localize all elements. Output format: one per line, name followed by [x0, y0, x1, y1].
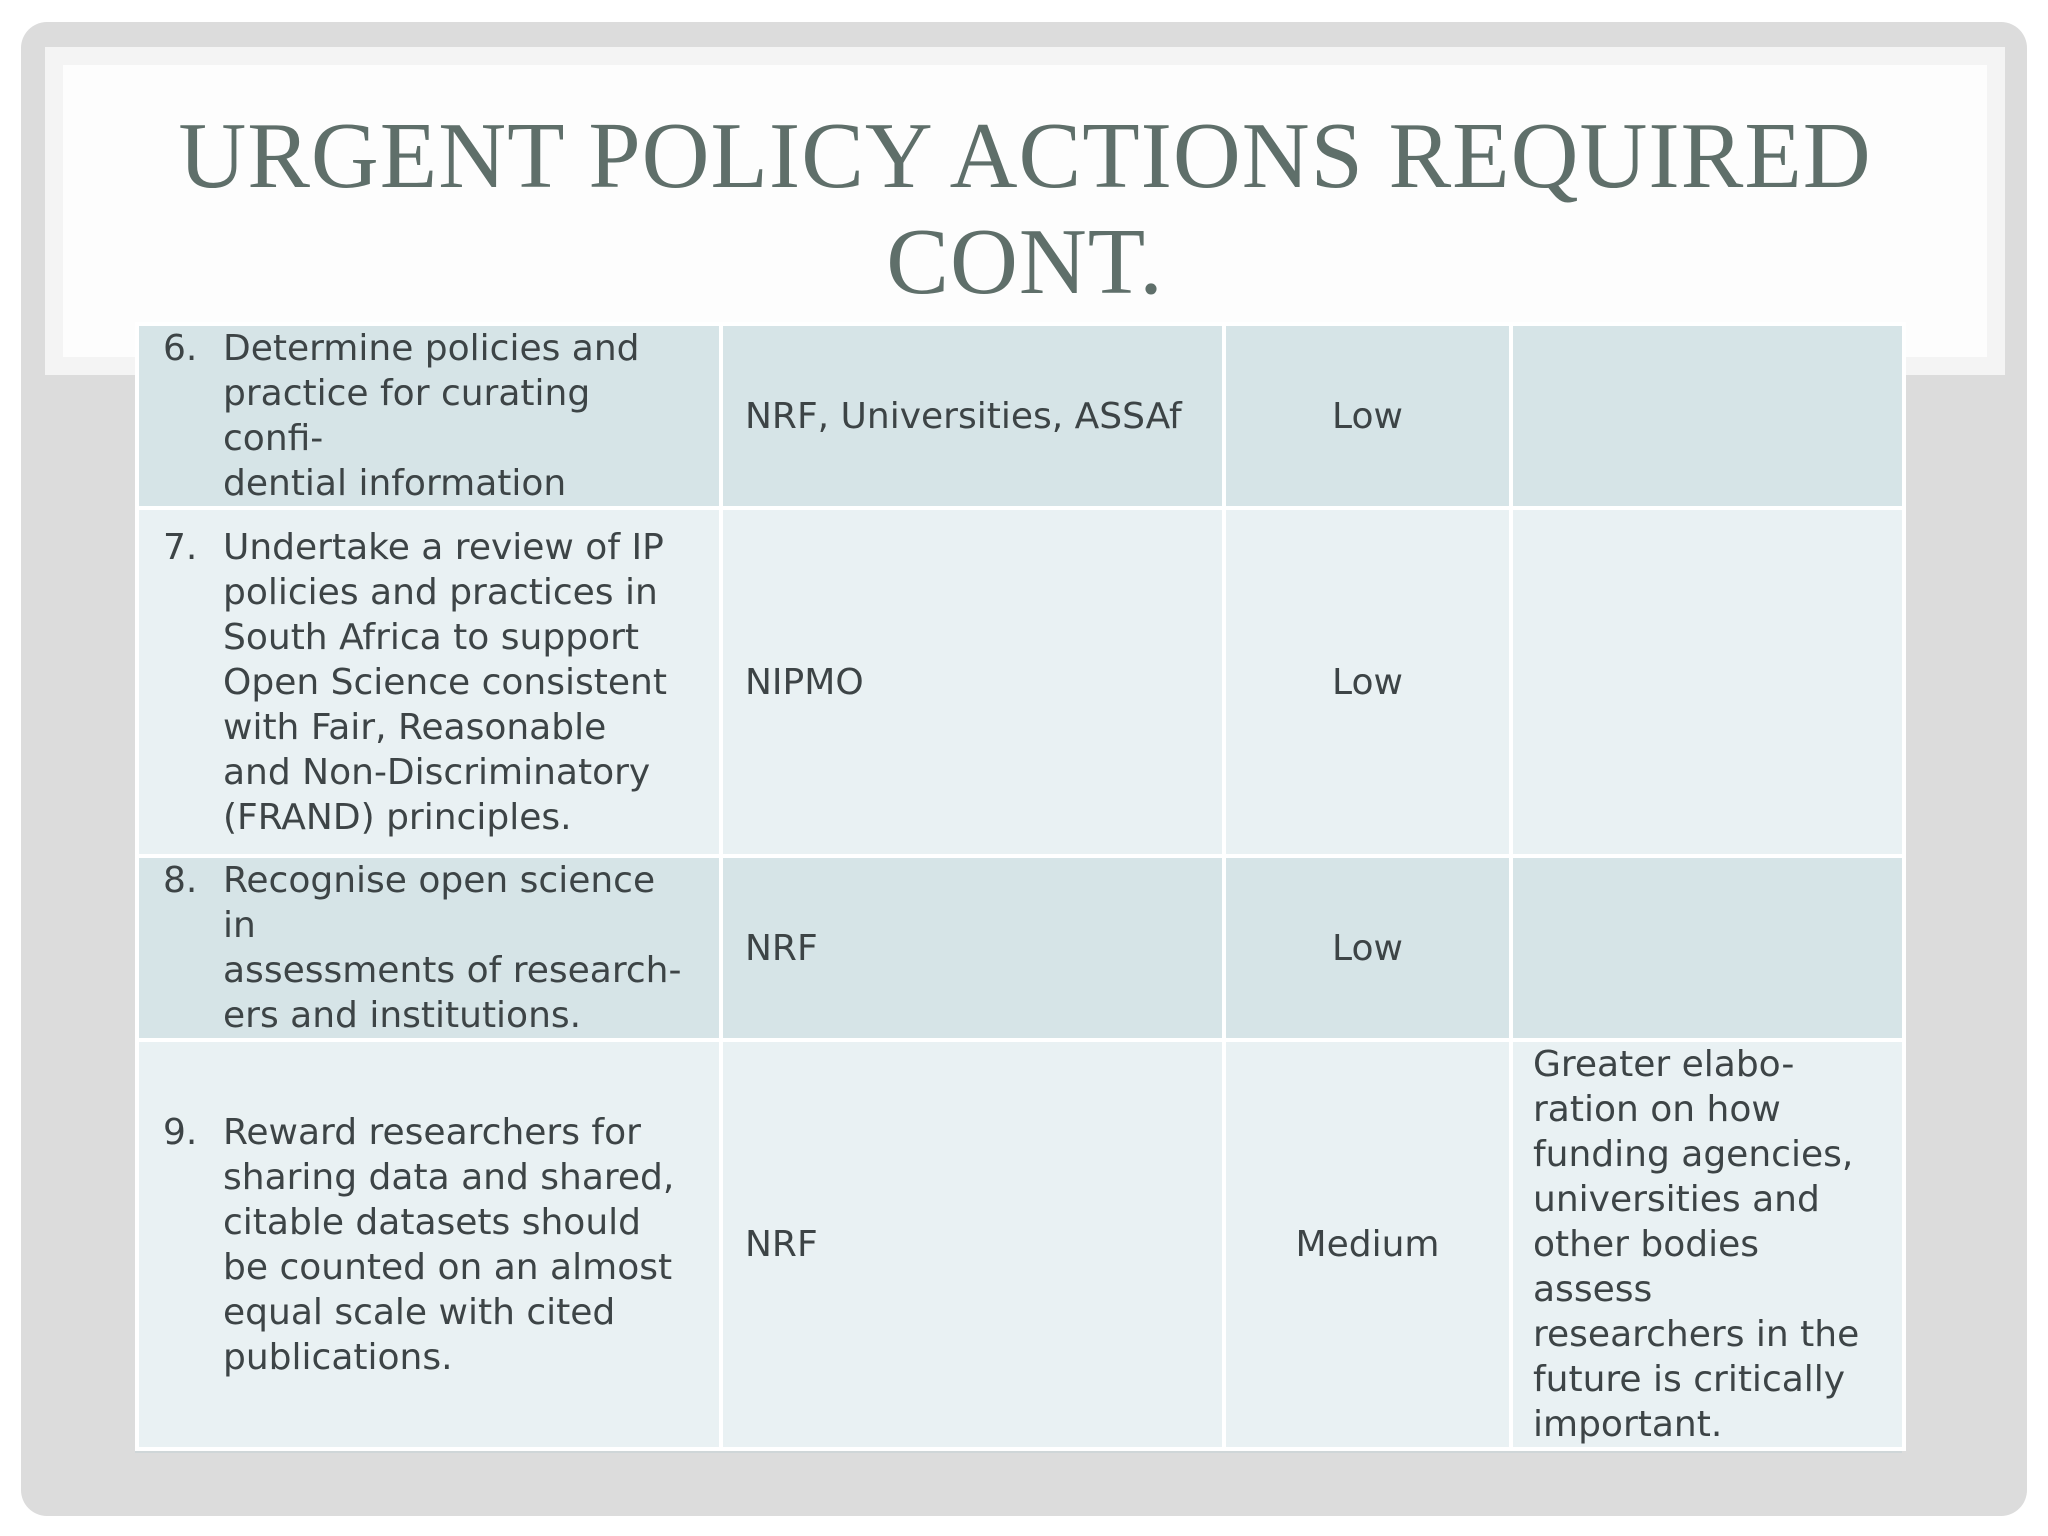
- slide-title: [63, 103, 1987, 315]
- title-band: [63, 65, 1987, 357]
- action-text: Reward researchers for sharing data and shared, citable datasets should be counted on an almost equal scale with cited publications.: [223, 1111, 675, 1378]
- action-number: 7.: [163, 526, 198, 568]
- priority-cell: Low: [1224, 508, 1511, 856]
- action-cell: [137, 1040, 721, 1449]
- note-cell: Greater elabo- ration on how funding agencies, universities and other bodies assess researchers in the future is critically important.: [1511, 1040, 1904, 1449]
- action-number: 6.: [163, 328, 198, 369]
- action-cell: [137, 856, 721, 1040]
- action-text: Determine policies and practice for curating confi- dential information: [223, 328, 640, 504]
- note-cell: [1511, 856, 1904, 1040]
- priority-cell: Low: [1224, 856, 1511, 1040]
- lead-agency-cell: NRF: [721, 856, 1224, 1040]
- action-cell: [137, 324, 721, 508]
- table-row: [137, 324, 1904, 508]
- table-row: [137, 856, 1904, 1040]
- note-cell: [1511, 508, 1904, 856]
- action-cell: [137, 508, 721, 856]
- slide-title-line-2: CONT.: [886, 210, 1164, 314]
- action-number: 9.: [163, 1111, 198, 1153]
- action-number: 8.: [163, 860, 198, 901]
- priority-cell: Medium: [1224, 1040, 1511, 1449]
- slide-title-line-1: URGENT POLICY ACTIONS REQUIRED: [178, 104, 1872, 208]
- lead-agency-cell: NRF, Universities, ASSAf: [721, 324, 1224, 508]
- action-text: Undertake a review of IP policies and practices in South Africa to support Open Science consistent with Fair, Reasonable and Non-Discriminatory (FRAND) principles.: [223, 526, 667, 838]
- lead-agency-cell: NIPMO: [721, 508, 1224, 856]
- table-row: [137, 508, 1904, 856]
- priority-cell: Low: [1224, 324, 1511, 508]
- policy-actions-table: [135, 322, 1906, 1451]
- note-cell: [1511, 324, 1904, 508]
- action-text: Recognise open science in assessments of research- ers and institutions.: [223, 860, 682, 1036]
- table-row: [137, 1040, 1904, 1449]
- lead-agency-cell: NRF: [721, 1040, 1224, 1449]
- policy-actions-table-container: [135, 322, 1902, 1451]
